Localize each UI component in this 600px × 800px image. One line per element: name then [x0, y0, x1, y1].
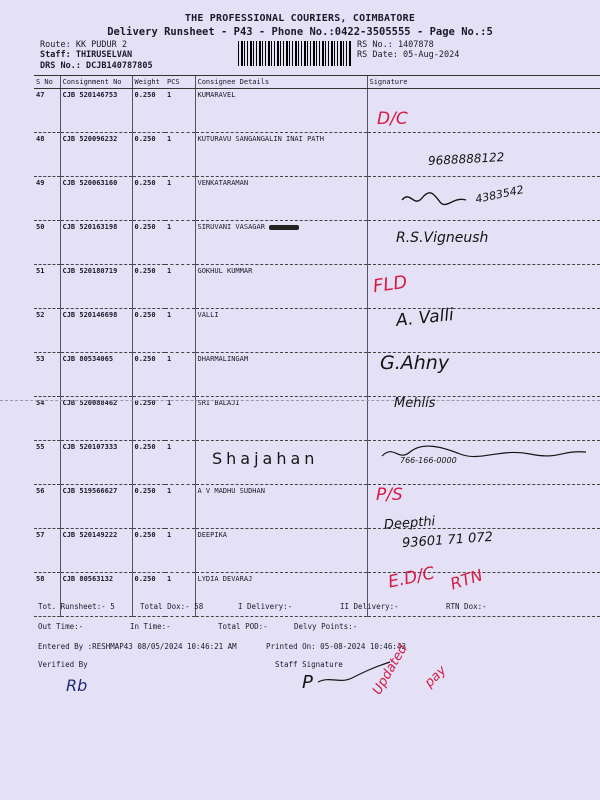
- table-row: [34, 177, 600, 221]
- row-weight: 0.250: [132, 397, 165, 441]
- handwriting-row50: R.S.Vigneush: [396, 230, 489, 246]
- row-consignment: CJB 80563132: [60, 573, 132, 617]
- table-row: [34, 353, 600, 397]
- col-consignment: Consignment No: [60, 76, 132, 89]
- row-weight: 0.250: [132, 309, 165, 353]
- table-row: [34, 529, 600, 573]
- runsheet-table: [34, 75, 600, 617]
- row-pcs: 1: [165, 177, 195, 221]
- row-sno: 50: [34, 221, 60, 265]
- table-row: [34, 221, 600, 265]
- row-pcs: 1: [165, 573, 195, 617]
- handwriting-row57-name: Deepthi: [383, 514, 436, 533]
- row-weight: 0.250: [132, 177, 165, 221]
- row-pcs: 1: [165, 133, 195, 177]
- row-weight: 0.250: [132, 133, 165, 177]
- row-weight: 0.250: [132, 89, 165, 133]
- row-consignee: DHARMALINGAM: [195, 353, 367, 397]
- row-consignee: DEEPIKA: [195, 529, 367, 573]
- row-sno: 53: [34, 353, 60, 397]
- staff-label: Staff: THIRUSELVAN: [40, 50, 133, 60]
- row-consignment: CJB 520149222: [60, 529, 132, 573]
- row-sno: 55: [34, 441, 60, 485]
- handwriting-row53: G.Ahny: [380, 352, 450, 374]
- row-pcs: 1: [165, 309, 195, 353]
- handwriting-pay: pay: [422, 663, 450, 691]
- row-consignee: KUTURAVU SANGANGALIN INAI PATH: [195, 133, 367, 177]
- row-consignee-text: SIRUVANI VASAGAR: [197, 223, 265, 231]
- row-sno: 58: [34, 573, 60, 617]
- handwriting-row49: 4383542: [474, 183, 525, 206]
- col-weight: Weight: [132, 76, 165, 89]
- signature-row55-scribble: [380, 440, 590, 466]
- row-sno: 56: [34, 485, 60, 529]
- row-sno: 52: [34, 309, 60, 353]
- handwriting-row52: A. Valli: [395, 305, 455, 331]
- verified-by-label: Verified By: [38, 660, 88, 669]
- table-row: [34, 133, 600, 177]
- in-time: In Time:-: [130, 622, 171, 631]
- row-pcs: 1: [165, 221, 195, 265]
- delvy-points: Delvy Points:-: [294, 622, 358, 631]
- row-sno: 54: [34, 397, 60, 441]
- tot-runsheet: Tot. Runsheet:- 5: [38, 602, 115, 611]
- row-pcs: 1: [165, 441, 195, 485]
- row-consignment: CJB 520163198: [60, 221, 132, 265]
- signature-row49-scribble: [400, 186, 470, 210]
- col-sno: S No: [34, 76, 60, 89]
- handwriting-row54: Mehlis: [394, 396, 436, 411]
- printed-on: Printed On: 05-08-2024 10:46:43: [266, 642, 406, 651]
- staff-mark: P: [302, 672, 313, 693]
- row-consignee: [195, 221, 367, 265]
- handwriting-row51: FLD: [371, 271, 409, 298]
- row-consignee: SRI BALAJI: [195, 397, 367, 441]
- row-consignee: KUMARAVEL: [195, 89, 367, 133]
- row-sno: 49: [34, 177, 60, 221]
- handwriting-row58-a: E.D/C: [386, 563, 437, 593]
- i-delivery: I Delivery:-: [238, 602, 293, 611]
- out-time: Out Time:-: [38, 622, 84, 631]
- row-pcs: 1: [165, 265, 195, 309]
- barcode: [238, 41, 351, 66]
- total-pod: Total POD:-: [218, 622, 268, 631]
- row-consignee: VALLI: [195, 309, 367, 353]
- handwriting-row55-sig: 766-166-0000: [400, 456, 457, 465]
- company-title: THE PROFESSIONAL COURIERS, COIMBATORE: [184, 13, 416, 24]
- row-consignment: CJB 519566627: [60, 485, 132, 529]
- row-pcs: 1: [165, 397, 195, 441]
- row-consignee: LYDIA DEVARAJ: [195, 573, 367, 617]
- table-row: [34, 309, 600, 353]
- row-sno: 51: [34, 265, 60, 309]
- row-consignment: CJB 520107333: [60, 441, 132, 485]
- staff-signature-label: Staff Signature: [275, 660, 343, 669]
- row-pcs: 1: [165, 529, 195, 573]
- route-label: Route: KK PUDUR 2: [40, 40, 127, 50]
- row-weight: 0.250: [132, 573, 165, 617]
- rs-date: RS Date: 05-Aug-2024: [357, 50, 460, 60]
- table-row: [34, 265, 600, 309]
- row-weight: 0.250: [132, 529, 165, 573]
- ii-delivery: II Delivery:-: [340, 602, 399, 611]
- handwriting-updated: Updated: [370, 642, 411, 698]
- col-consignee: Consignee Details: [195, 76, 367, 89]
- table-header: [34, 76, 600, 89]
- row-consignment: CJB 520146698: [60, 309, 132, 353]
- drs-number: DRS No.: DCJB140787805: [40, 61, 153, 71]
- row-consignment: CJB 520088462: [60, 397, 132, 441]
- row-consignment: CJB 520096232: [60, 133, 132, 177]
- row-weight: 0.250: [132, 221, 165, 265]
- redaction-scribble: [269, 225, 299, 230]
- col-signature: Signature: [367, 76, 600, 89]
- fold-line: [0, 400, 600, 401]
- row-consignment: CJB 80534065: [60, 353, 132, 397]
- entered-by: Entered By :RESHMAP43 08/05/2024 10:46:21 AM: [38, 642, 237, 651]
- total-dox: Total Dox:- 58: [140, 602, 204, 611]
- table-row: [34, 485, 600, 529]
- handwriting-row58-b: RTN: [447, 565, 485, 594]
- row-pcs: 1: [165, 353, 195, 397]
- row-pcs: 1: [165, 89, 195, 133]
- rtn-dox: RTN Dox:-: [446, 602, 487, 611]
- handwriting-row55-name: Shajahan: [212, 449, 319, 468]
- verified-mark: Rb: [66, 676, 88, 695]
- row-weight: 0.250: [132, 485, 165, 529]
- table-row: [34, 89, 600, 133]
- table-row: [34, 397, 600, 441]
- rs-number: RS No.: 1407878: [357, 40, 434, 50]
- row-sno: 57: [34, 529, 60, 573]
- row-consignee: VENKATARAMAN: [195, 177, 367, 221]
- handwriting-row57-phone: 93601 71 072: [401, 529, 494, 552]
- row-weight: 0.250: [132, 353, 165, 397]
- row-sno: 48: [34, 133, 60, 177]
- row-weight: 0.250: [132, 441, 165, 485]
- row-pcs: 1: [165, 485, 195, 529]
- col-pcs: PCS: [165, 76, 195, 89]
- row-consignment: CJB 520063160: [60, 177, 132, 221]
- row-consignee: GOKHUL KUMMAR: [195, 265, 367, 309]
- row-consignee: A V MADHU SUDHAN: [195, 485, 367, 529]
- row-sno: 47: [34, 89, 60, 133]
- row-weight: 0.250: [132, 265, 165, 309]
- table-row: [34, 573, 600, 617]
- handwriting-row47: D/C: [377, 109, 408, 129]
- handwriting-row56: P/S: [376, 485, 403, 505]
- runsheet-title: Delivery Runsheet - P43 - Phone No.:0422-3505555 - Page No.:5: [107, 26, 493, 38]
- row-consignment: CJB 520180719: [60, 265, 132, 309]
- handwriting-row48: 9688888122: [427, 150, 505, 168]
- row-consignment: CJB 520146753: [60, 89, 132, 133]
